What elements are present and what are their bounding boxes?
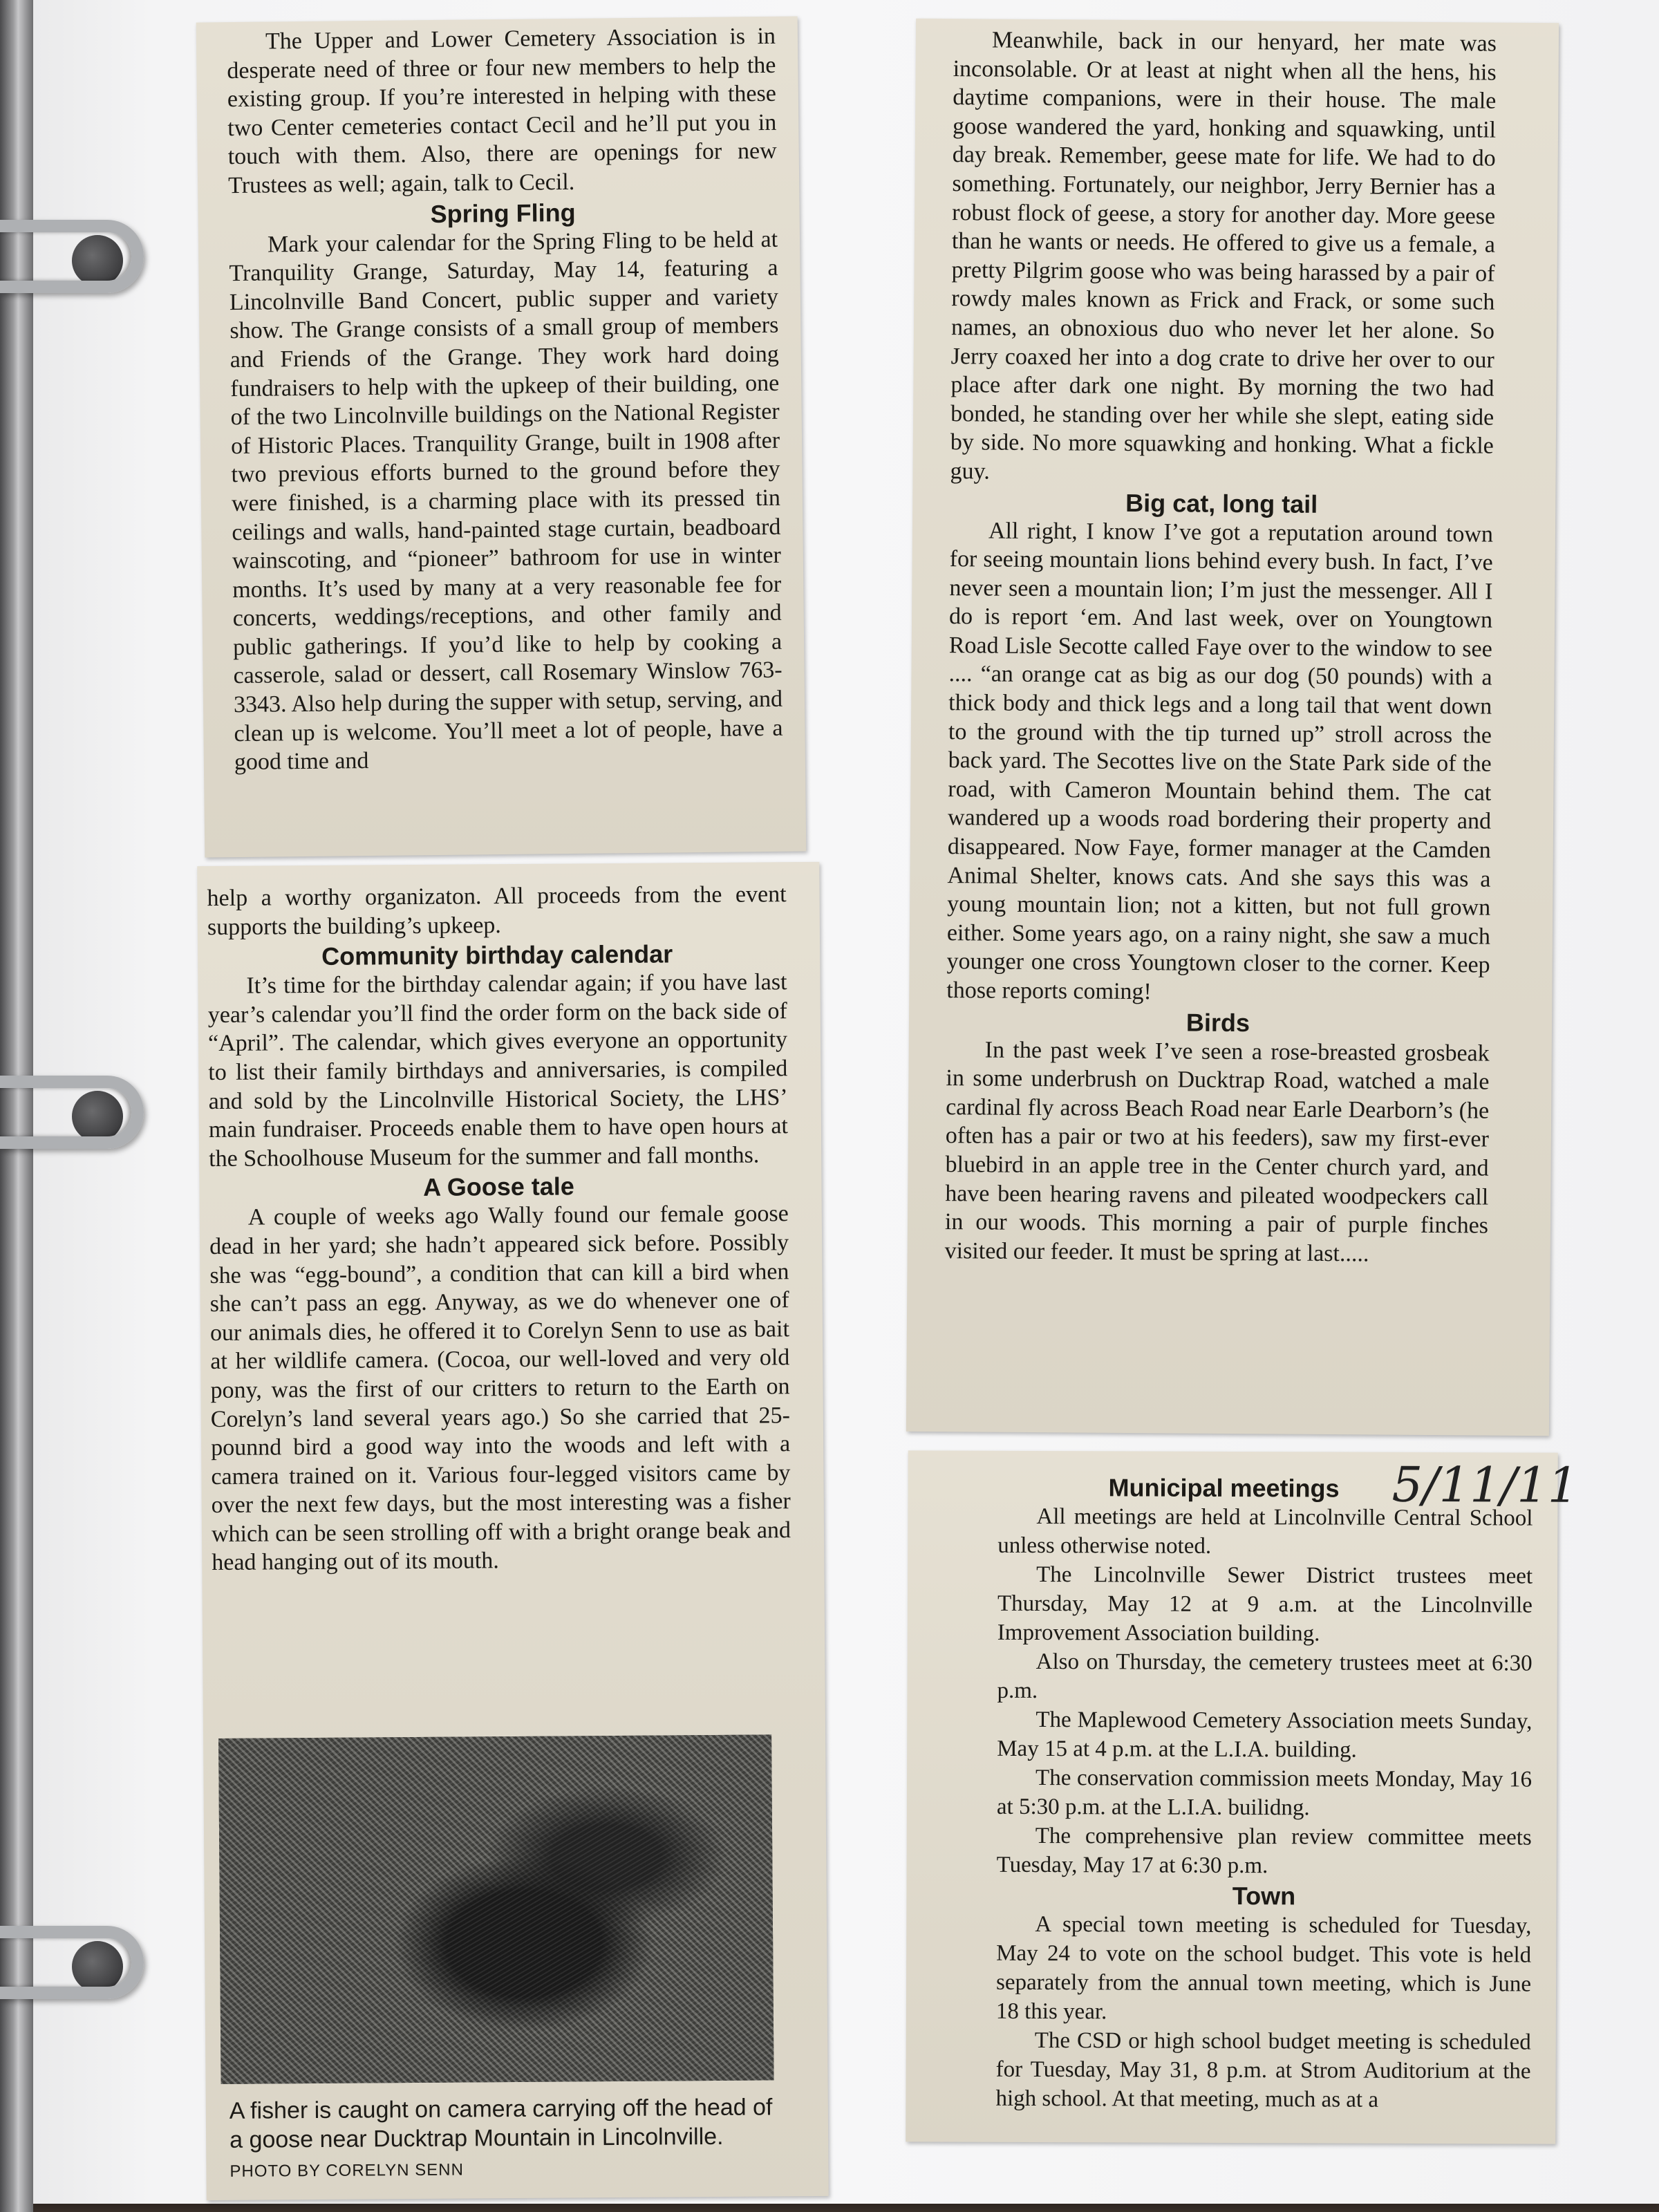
binder-ring-middle [0, 1076, 144, 1149]
handwritten-date: 5/11/11 [1391, 1456, 1579, 1514]
clipping-birthday-goose [197, 862, 828, 2200]
spring-fling-heading: Spring Fling [430, 198, 576, 228]
birthday-calendar-heading: Community birthday calendar [321, 939, 673, 971]
csd-budget-paragraph: The CSD or high school budget meeting is scheduled for Tuesday, May 31, 8 p.m. at Strom Auditorium at the high school. At that meeting, much as at a [995, 2028, 1531, 2112]
binder-ring-top [0, 220, 144, 293]
birds-heading: Birds [1185, 1008, 1250, 1037]
special-town-meeting-paragraph: A special town meeting is scheduled for Tuesday, May 24 to vote on the school budget. This vote is held separately from the annual town meeting, which is June 18 this year. [995, 1912, 1532, 2025]
spring-fling-continuation: help a worthy organizaton. All proceeds from the event supports the building’s upkeep. [207, 881, 787, 940]
municipal-meetings-heading: Municipal meetings [1108, 1473, 1340, 1503]
birthday-calendar-paragraph: It’s time for the birthday calendar again; if you have last year’s calendar you’ll find the order form on the back side of “April”. The calendar, which gives everyone an opportunity to list their family birthdays and anniversaries, is compiled and sold by the Lincolnville Historical Society, the LHS’ main fundraiser. Proceeds enable them to have open hours at the Schoolhouse Museum for the summer and fall months. [207, 969, 789, 1172]
fisher-photo [218, 1734, 774, 2084]
big-cat-heading: Big cat, long tail [1125, 488, 1318, 518]
goose-tale-continuation: Meanwhile, back in our henyard, her mate was inconsolable. Or at least at night when all the hens, his daytime companions, were in their house. The male goose wandered the yard, honking and squawking, until day break. Remember, geese mate for life. We had to do something. Fortunately, our neighbor, Jerry Bernier has a robust flock of geese, a story for another day. More geese than he wants or needs. He offered to give us a female, a pretty Pilgrim goose who was being harassed by a pair of rowdy males known as Frick and Frack, or some such names, an obnoxious duo who never let her alone. So Jerry coaxed her into a dog crate to drive her over to our place after dark one night. By morning the two had bonded, he standing over her while she slept, eating side by side. No more squawking and honking. What a fickle guy. [950, 27, 1497, 485]
goose-tale-heading: A Goose tale [423, 1172, 575, 1202]
clipping-goose-cat-birds [906, 19, 1559, 1436]
cemetery-trustees-paragraph: Also on Thursday, the cemetery trustees meet at 6:30 p.m. [997, 1649, 1533, 1704]
clipping-municipal-meetings [906, 1450, 1579, 2144]
meetings-location-paragraph: All meetings are held at Lincolnville Central School unless otherwise noted. [997, 1504, 1533, 1559]
photo-credit: PHOTO BY CORELYN SENN [229, 2160, 464, 2181]
binder-ring-bottom [0, 1926, 144, 1999]
big-cat-paragraph: All right, I know I’ve got a reputation around town for seeing mountain lions behind every bush. In fact, I’ve never seen a mountain lion; I’m just the messenger. All I do is report ‘em. And last week, over on Youngtown Road Lisle Secotte called Faye over to the window to see .... “an orange cat as big as our dog (50 pounds) with a thick body and thick legs and a long tail that went down to the ground with the tip turned up” stroll across the back yard. The Secottes live on the State Park side of the road, with Cameron Mountain behind them. The cat wandered up a woods road bordering their property and disappeared. Now Faye, former manager at the Camden Animal Shelter, knows cats. And she says this was a young mountain lion; not a kitten, but not full grown either. Some years ago, on a rainy night, she saw a much younger one cross Youngtown closer to the corner. Keep those reports coming! [946, 518, 1494, 1005]
birds-paragraph: In the past week I’ve seen a rose-breasted grosbeak in some underbrush on Ducktrap Road, watched a male cardinal fly across Beach Road near Earle Dearborn’s (he often has a pair or two at his feeders), saw my first-ever bluebird in an apple tree in the Center church yard, and have been hearing ravens and pileated woodpeckers call in our woods. This morning a pair of purple finches visited our feeder. It must be spring at last..... [944, 1037, 1490, 1267]
photo-caption: A fisher is caught on camera carrying off the head of a goose near Ducktrap Mountain in Lincolnville. [229, 2094, 773, 2153]
clipping-cemetery-spring-fling [196, 16, 807, 857]
spring-fling-paragraph: Mark your calendar for the Spring Fling to be held at Tranquility Grange, Saturday, May 14, featuring a Lincolnville Band Concert, public supper and variety show. The Grange consists of a small group of members and Friends of the Grange. They work hard doing fundraisers to help with the upkeep of their building, one of the two Lincolnville buildings on the National Register of Historic Places. Tranquility Grange, built in 1908 after two previous efforts burned to the ground before they were finished, is a charming place with its pressed tin ceilings and walls, hand-painted stage curtain, beadboard wainscoting, and “pioneer” bathroom for use in winter months. It’s used by many at a very reasonable fee for concerts, weddings/receptions, and other family and public gatherings. If you’d like to help by cooking a casserole, salad or dessert, call Rosemary Winslow 763-3343. Also help during the supper with setup, serving, and clean up is welcome. You’ll meet a lot of people, have a good time and [229, 226, 783, 776]
conservation-commission-paragraph: The conservation commission meets Monday, May 16 at 5:30 p.m. at the L.I.A. builidng. [996, 1765, 1533, 1821]
cemetery-association-paragraph: The Upper and Lower Cemetery Association is in desperate need of three or four new members to help the existing group. If you’re interested in helping with these two Center cemeteries contact Cecil and he’ll put you in touch with them. Also, there are openings for new Trustees as well; again, talk to Cecil. [227, 23, 777, 199]
comprehensive-plan-paragraph: The comprehensive plan review committee meets Tuesday, May 17 at 6:30 p.m. [996, 1824, 1532, 1879]
maplewood-cemetery-paragraph: The Maplewood Cemetery Association meets Sunday, May 15 at 4 p.m. at the L.I.A. building. [997, 1707, 1533, 1763]
town-heading: Town [1232, 1882, 1296, 1911]
goose-tale-paragraph: A couple of weeks ago Wally found our female goose dead in her yard; she hadn’t appeared sick before. Possibly she was “egg-bound”, a condition that can kill a bird when she can’t pass an egg. Anyway, as we do whenever one of our animals dies, he offered it to Corelyn Senn to use as bait at her wildlife camera. (Cocoa, our well-loved and very old pony, was the first of our critters to return to the Earth on Corelyn’s land several years ago.) So she carried that 25-pounnd bird a good way into the woods and left with a camera trained on it. Various four-legged visitors came by over the next few days, but the most interesting was a fisher which can be seen strolling off with a bright orange beak and head hanging out of its mouth. [209, 1201, 791, 1576]
sewer-district-paragraph: The Lincolnville Sewer District trustees meet Thursday, May 12 at 9 a.m. at the Lincolnville Improvement Association building. [997, 1562, 1533, 1647]
